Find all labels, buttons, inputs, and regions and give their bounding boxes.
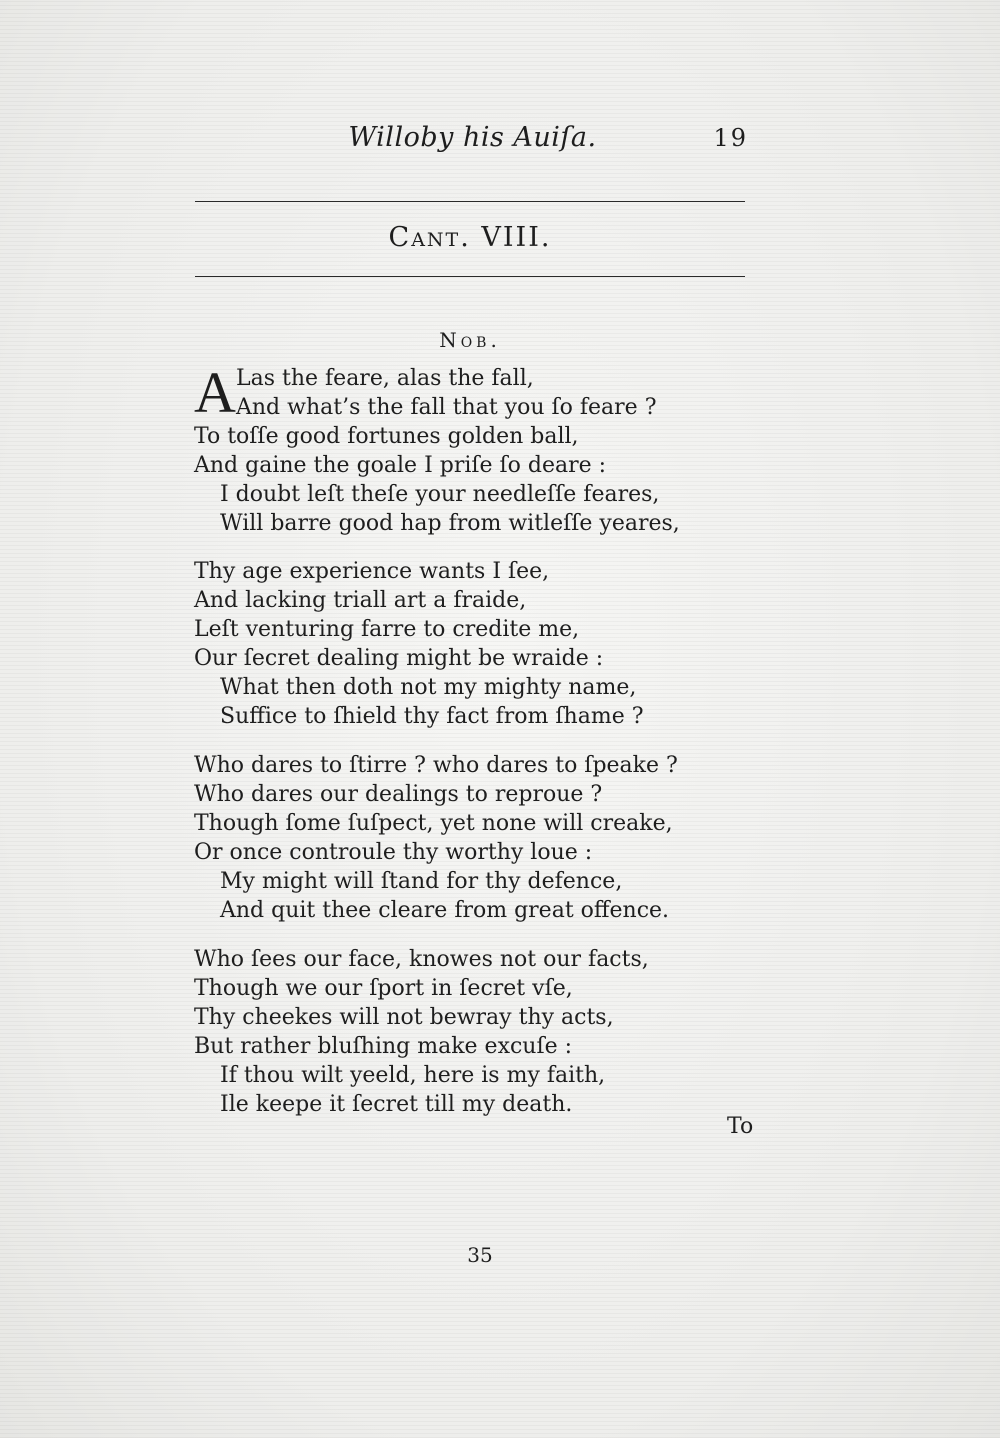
verse-line: And gaine the goale I priſe ſo deare : — [194, 453, 607, 478]
verse-line: Though ſome ſuſpect, yet none will creake, — [194, 811, 673, 836]
verse-line: Thy age experience wants I ſee, — [194, 559, 550, 584]
running-title: Willoby his Auiſa. — [348, 122, 597, 153]
verse-line: Who ſees our face, knowes not our facts, — [194, 947, 649, 972]
verse-line: Suffice to ſhield thy fact from ſhame ? — [220, 704, 644, 729]
running-head — [195, 118, 750, 158]
signature-mark: 35 — [467, 1243, 493, 1267]
verse-line: And lacking triall art a fraide, — [194, 588, 527, 613]
verse-line: My might will ſtand for thy defence, — [220, 869, 623, 894]
verse-line: What then doth not my mighty name, — [220, 675, 637, 700]
verse-line: Though we our ſport in ſecret vſe, — [194, 976, 573, 1001]
page-number: 19 — [713, 124, 748, 152]
verse-line-text: Las the feare, alas the fall, — [236, 366, 534, 391]
stanza-2 — [194, 557, 754, 731]
verse-line-text: And what’s the fall that you ſo feare ? — [236, 395, 657, 420]
canto-heading: Cant. VIII. — [388, 222, 552, 253]
verse-line: If thou wilt yeeld, here is my faith, — [220, 1063, 606, 1088]
verse-line: But rather bluſhing make excuſe : — [194, 1034, 573, 1059]
verse-line: Thy cheekes will not bewray thy acts, — [194, 1005, 614, 1030]
verse-line: Who dares our dealings to reproue ? — [194, 782, 603, 807]
verse-line: Who dares to ſtirre ? who dares to ſpeake ? — [194, 753, 678, 778]
top-rule — [195, 201, 745, 202]
bottom-rule — [195, 276, 745, 277]
verse-line: Our ſecret dealing might be wraide : — [194, 646, 604, 671]
verse-line: Or once controule thy worthy loue : — [194, 840, 593, 865]
verse-line: Leſt venturing farre to credite me, — [194, 617, 580, 642]
verse-line: And quit thee cleare from great offence. — [220, 898, 670, 923]
stanza-1 — [194, 360, 754, 538]
verse-line: To toſſe good fortunes golden ball, — [194, 424, 579, 449]
stanza-3 — [194, 751, 754, 925]
speaker-heading: Nob. — [439, 328, 501, 352]
drop-cap: A — [194, 360, 236, 425]
verse-line: I doubt leſt theſe your needleſſe feares, — [220, 482, 660, 507]
verse-line: Will barre good hap from witleſſe yeares, — [220, 511, 680, 536]
stanza-4 — [194, 945, 754, 1119]
verse-line — [194, 393, 754, 422]
verse-line: Ile keepe it ſecret till my death. — [220, 1092, 573, 1117]
catchword: To — [727, 1114, 754, 1139]
